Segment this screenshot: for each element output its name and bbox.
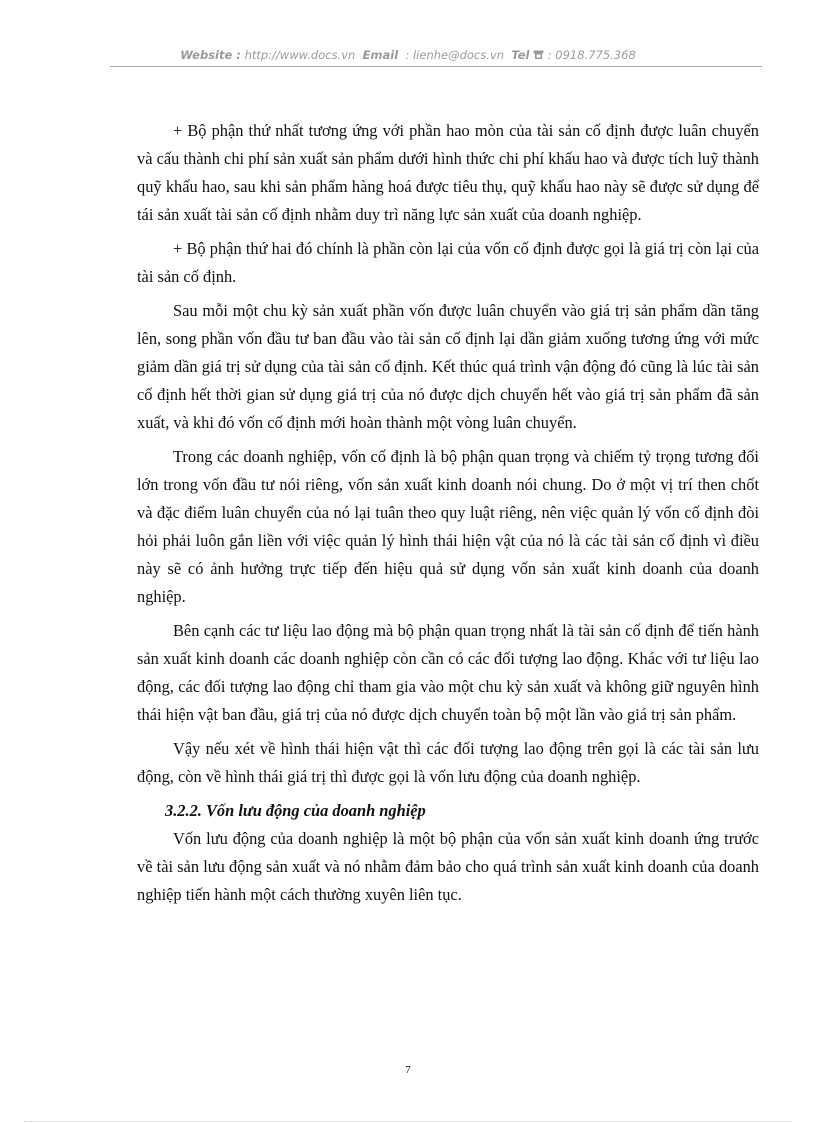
paragraph: Bên cạnh các tư liệu lao động mà bộ phận quan trọng nhất là tài sản cố định để tiến hành sản xuất kinh doanh các doanh nghiệp còn cần có các đối tượng lao động. Khác với tư liệu lao động, các đối tượng lao động chỉ tham gia vào một chu kỳ sản xuất và không giữ nguyên hình thái hiện vật ban đầu, giá trị của nó được dịch chuyển toàn bộ một lần vào giá trị sản phẩm. xyxy=(137,621,759,724)
phone-icon xyxy=(533,49,544,63)
paragraph: Trong các doanh nghiệp, vốn cố định là bộ phận quan trọng và chiếm tỷ trọng tương đối lớn trong vốn đầu tư nói riêng, vốn sản xuất kinh doanh nói chung. Do ở một vị trí then chốt và đặc điểm luân chuyển của nó lại tuân theo quy luật riêng, nên việc quản lý vốn cố định đòi hỏi phải luôn gắn liền với việc quản lý hình thái hiện vật của nó là các tài sản cố định vì điều này sẽ có ảnh hưởng trực tiếp đến hiệu quả sử dụng vốn sản xuất kinh doanh của doanh nghiệp. xyxy=(137,447,759,606)
paragraph: + Bộ phận thứ hai đó chính là phần còn lại của vốn cố định được gọi là giá trị còn lại của tài sản cố định. xyxy=(137,239,759,286)
email-address[interactable]: : lienhe@docs.vn xyxy=(405,48,505,62)
document-body xyxy=(137,117,759,915)
section-heading: 3.2.2. Vốn lưu động của doanh nghiệp xyxy=(165,801,426,820)
website-label: Website : xyxy=(180,48,241,62)
paragraph: + Bộ phận thứ nhất tương ứng với phần hao mòn của tài sản cố định được luân chuyển và cấu thành chi phí sản xuất sản phẩm dưới hình thức chi phí khấu hao và được tích luỹ thành quỹ khấu hao, sau khi sản phẩm hàng hoá được tiêu thụ, quỹ khấu hao này sẽ được sử dụng để tái sản xuất tài sản cố định nhằm duy trì năng lực sản xuất của doanh nghiệp. xyxy=(137,121,759,224)
page-number: 7 xyxy=(405,1064,411,1076)
page-header xyxy=(0,48,816,63)
website-url[interactable]: http://www.docs.vn xyxy=(244,48,356,62)
paragraph: Sau mỗi một chu kỳ sản xuất phần vốn được luân chuyển vào giá trị sản phẩm dần tăng lên, song phần vốn đầu tư ban đầu vào tài sản cố định lại dần giảm xuống tương ứng với mức giảm dần giá trị sử dụng của tài sản cố định. Kết thúc quá trình vận động đó cũng là lúc tài sản cố định hết thời gian sử dụng giá trị của nó được dịch chuyển hết vào giá trị sản phẩm đã sản xuất, và khi đó vốn cố định mới hoàn thành một vòng luân chuyển. xyxy=(137,301,759,432)
footer-divider xyxy=(24,1121,792,1122)
paragraph: Vậy nếu xét về hình thái hiện vật thì các đối tượng lao động trên gọi là các tài sản lưu động, còn về hình thái giá trị thì được gọi là vốn lưu động của doanh nghiệp. xyxy=(137,739,759,786)
paragraph: Vốn lưu động của doanh nghiệp là một bộ phận của vốn sản xuất kinh doanh ứng trước về tài sản lưu động sản xuất và nó nhằm đảm bảo cho quá trình sản xuất kinh doanh của doanh nghiệp tiến hành một cách thường xuyên liên tục. xyxy=(137,829,759,904)
email-label: Email xyxy=(362,48,399,62)
tel-number: : 0918.775.368 xyxy=(547,48,636,62)
tel-label: Tel xyxy=(511,48,530,62)
header-divider xyxy=(110,66,762,67)
